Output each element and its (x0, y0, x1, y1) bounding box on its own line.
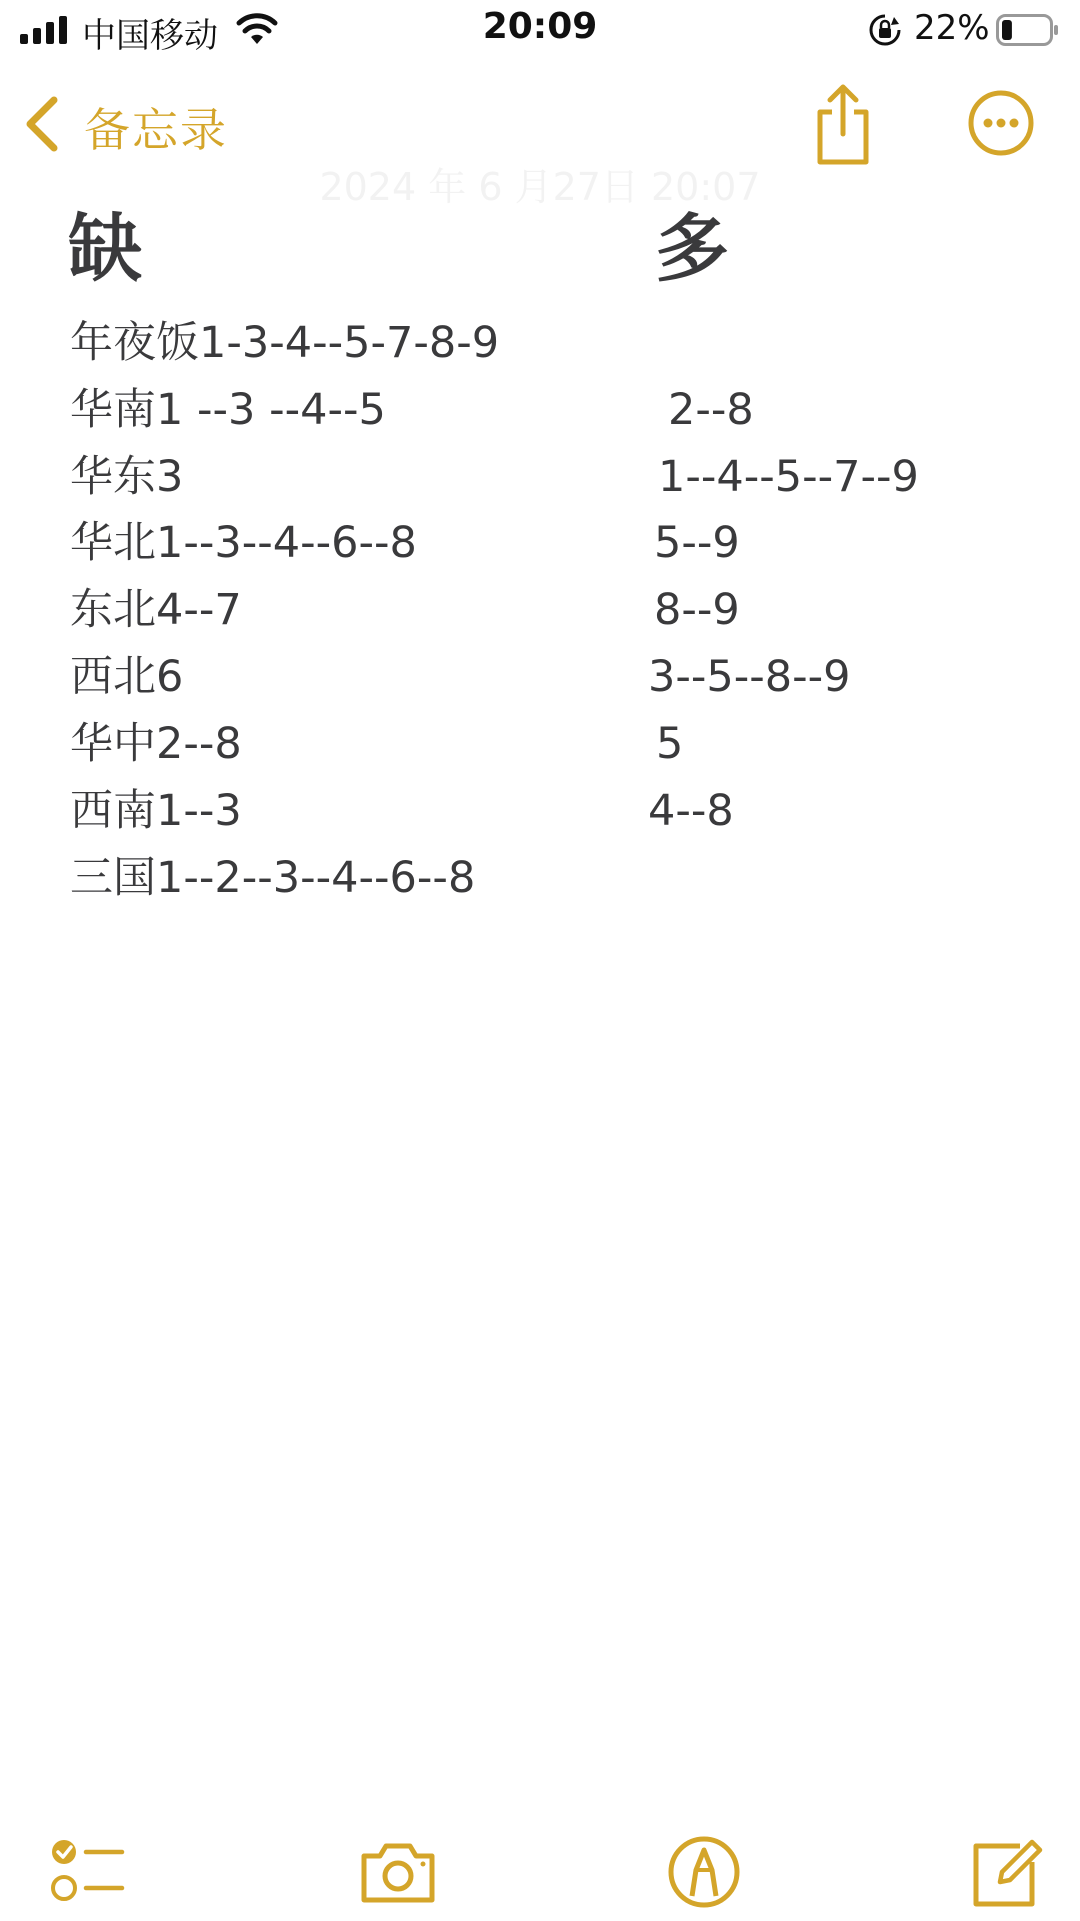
note-date: 2024 年 6 月27日 20:07 (319, 165, 761, 209)
battery-icon (996, 14, 1060, 46)
note-line-right: 8--9 (654, 585, 740, 635)
battery-percent: 22% (914, 8, 990, 48)
note-line-left: 西北6 (70, 652, 184, 702)
note-line-right: 5--9 (654, 518, 740, 568)
compose-icon[interactable] (964, 1830, 1048, 1914)
carrier-name: 中国移动 (82, 16, 218, 56)
note-line-right: 4--8 (648, 786, 734, 836)
markup-icon[interactable] (662, 1830, 746, 1914)
note-line-right: 2--8 (668, 385, 754, 435)
note-line-left: 华南1 --3 --4--5 (70, 385, 386, 435)
note-line-right: 3--5--8--9 (648, 652, 851, 702)
note-line-left: 三国1--2--3--4--6--8 (70, 853, 476, 903)
checklist-icon[interactable] (48, 1830, 132, 1914)
status-bar (0, 0, 1080, 60)
share-icon[interactable] (810, 82, 876, 166)
status-time: 20:09 (482, 6, 598, 47)
header-left: 缺 (68, 206, 142, 292)
rotation-lock-icon (868, 13, 902, 47)
note-line-left: 年夜饭1-3-4--5-7-8-9 (70, 318, 500, 368)
note-line-left: 华东3 (70, 452, 184, 502)
note-line-left: 华北1--3--4--6--8 (70, 518, 417, 568)
note-line-right: 1--4--5--7--9 (658, 452, 919, 502)
note-line-left: 东北4--7 (70, 585, 242, 635)
note-line-left: 西南1--3 (70, 786, 242, 836)
navigation-bar (0, 70, 1080, 209)
header-right: 多 (655, 206, 729, 292)
more-icon[interactable] (968, 90, 1034, 156)
back-button[interactable]: 备忘录 (84, 103, 228, 157)
bottom-toolbar (0, 1820, 1080, 1920)
chevron-left-icon[interactable] (22, 94, 62, 154)
note-line-right: 5 (656, 719, 684, 769)
note-line-left: 华中2--8 (70, 719, 242, 769)
camera-icon[interactable] (356, 1830, 440, 1914)
